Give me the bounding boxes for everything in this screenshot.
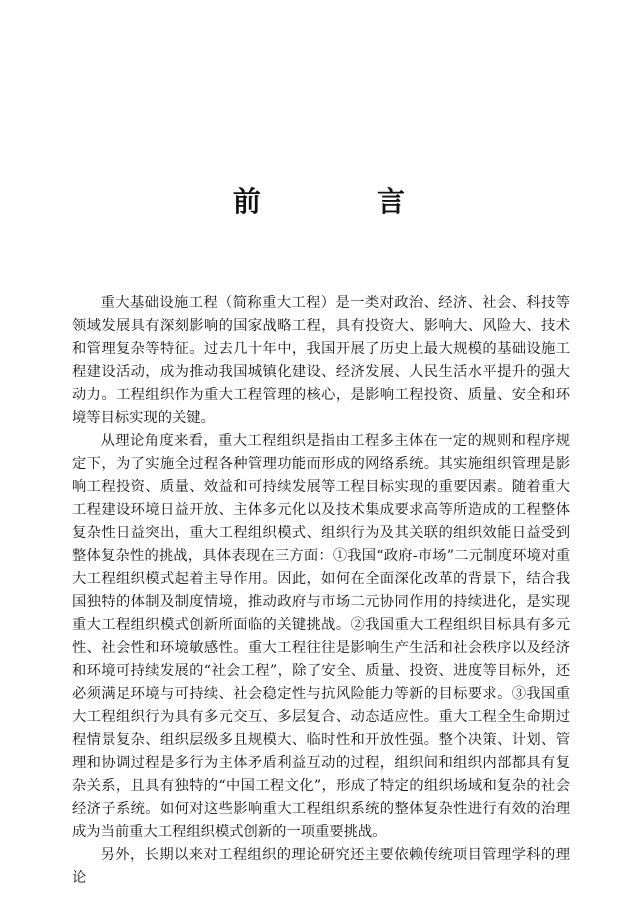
- body-text: [72, 292, 570, 890]
- paragraph-3: 另外，长期以来对工程组织的理论研究还主要依赖传统项目管理学科的理论: [72, 847, 570, 886]
- paragraph-2: 从理论角度来看，重大工程组织是指由工程多主体在一定的规则和程序规定下，为了实施全过程各种管理功能而形成的网络系统。其实施组织管理是影响工程投资、质量、效益和可持续发展等工程目标实现的重要因素。随着重大工程建设环境日益开放、主体多元化以及技术集成要求高等所造成的工程整体复杂性日益突出，重大工程组织模式、组织行为及其关联的组织效能日益受到整体复杂性的挑战，具体表现在三方面：①我国“政府-市场”二元制度环境对重大工程组织模式起着主导作用。因此，如何在全面深化改革的背景下，结合我国独特的体制及制度情境，推动政府与市场二元协同作用的持续进化，是实现重大工程组织模式创新所面临的关键挑战。②我国重大工程组织目标具有多元性、社会性和环境敏感性。重大工程往往是影响生产生活和社会秩序以及经济和环境可持续发展的“社会工程”，除了安全、质量、投资、进度等目标外，还必须满足环境与可持续、社会稳定性与抗风险能力等新的目标要求。③我国重大工程组织行为具有多元交互、多层复合、动态适应性。重大工程全生命期过程情景复杂、组织层级多且规模大、临时性和开放性强。整个决策、计划、管理和协调过程是多行为主体矛盾利益互动的过程，组织间和组织内部都具有复杂关系，且具有独特的“中国工程文化”，形成了特定的组织场域和复杂的社会经济子系统。如何对这些影响重大工程组织系统的整体复杂性进行有效的治理成为当前重大工程组织模式创新的一项重要挑战。: [72, 433, 570, 840]
- page-title: 前 言: [232, 185, 459, 218]
- paragraph-1: 重大基础设施工程（简称重大工程）是一类对政治、经济、社会、科技等领域发展具有深刻影响的国家战略工程，具有投资大、影响大、风险大、技术和管理复杂等特征。过去几十年中，我国开展了历史上最大规模的基础设施工程建设活动，成为推动我国城镇化建设、经济发展、人民生活水平提升的强大动力。工程组织作为重大工程管理的核心，是影响工程投资、质量、安全和环境等目标实现的关键。: [72, 295, 570, 426]
